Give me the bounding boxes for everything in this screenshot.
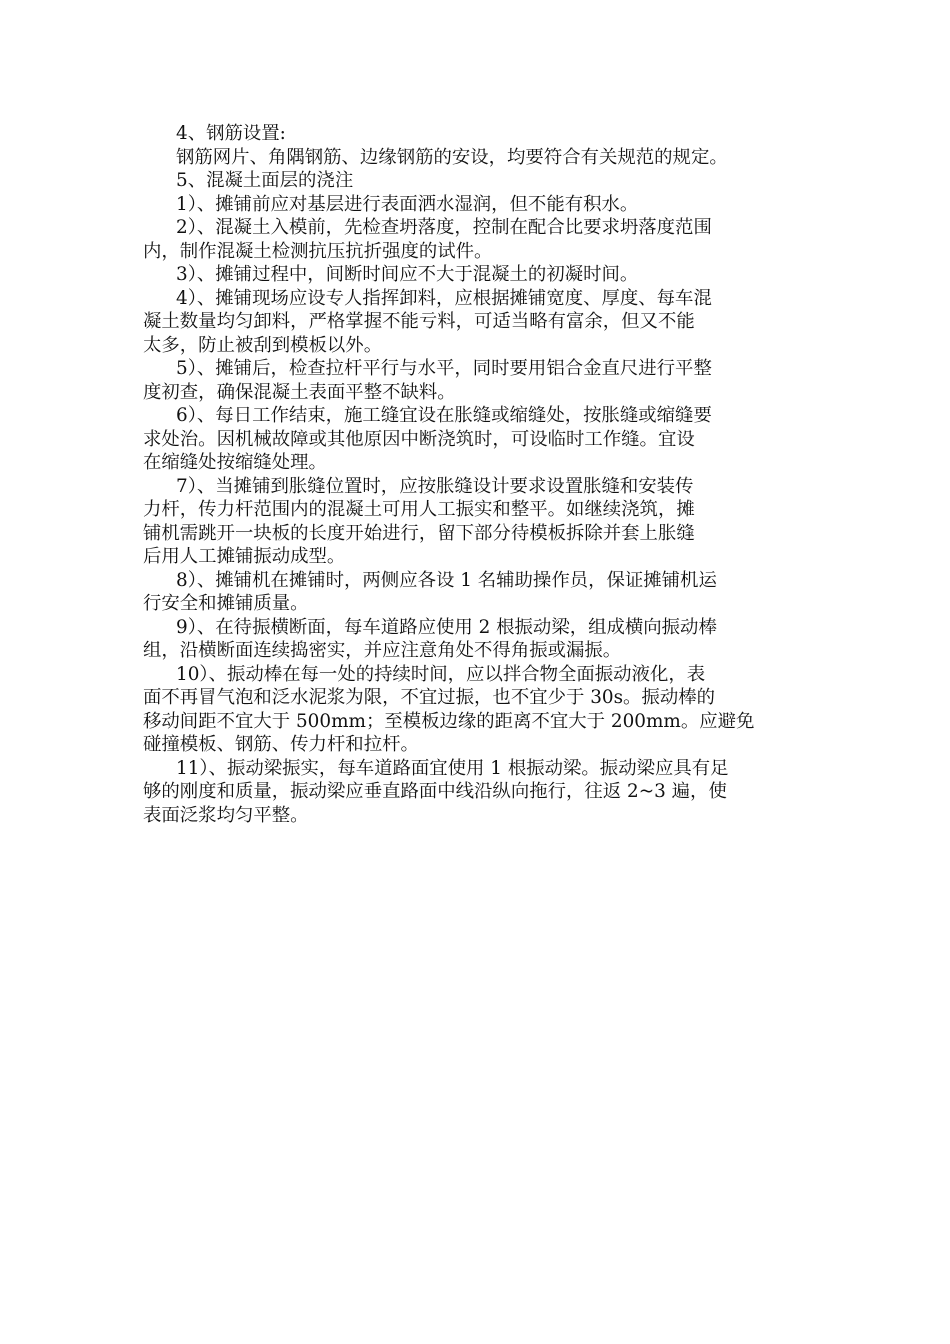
text-line-30: 表面泛浆均匀平整。 [143,804,309,826]
text-line-10: 太多，防止被刮到模板以外。 [143,334,383,356]
text-line-17: 力杆，传力杆范围内的混凝土可用人工振实和整平。如继续浇筑，摊 [143,499,695,520]
text-line-13: 6）、每日工作结束，施工缝宜设在胀缝或缩缝处，按胀缝或缩缝要 [176,405,712,426]
text-line-15: 在缩缝处按缩缝处理。 [143,452,327,473]
text-line-7: 3）、摊铺过程中，间断时间应不大于混凝土的初凝时间。 [176,264,639,285]
text-line-2: 钢筋网片、角隅钢筋、边缘钢筋的安设，均要符合有关规范的规定。 [176,146,728,168]
text-line-22: 9）、在待振横断面，每车道路应使用 2 根振动梁，组成横向振动棒 [176,616,717,638]
text-line-21: 行安全和摊铺质量。 [143,593,309,614]
text-line-8: 4）、摊铺现场应设专人指挥卸料，应根据摊铺宽度、厚度、每车混 [176,287,712,309]
text-line-25: 面不再冒气泡和泛水泥浆为限，不宜过振，也不宜少于 30s。振动棒的 [143,687,716,708]
text-line-11: 5）、摊铺后，检查拉杆平行与水平，同时要用铝合金直尺进行平整 [176,358,712,379]
text-line-14: 求处治。因机械故障或其他原因中断浇筑时，可设临时工作缝。宜设 [143,428,695,450]
text-line-23: 组，沿横断面连续捣密实，并应注意角处不得角振或漏振。 [143,640,622,661]
text-line-4: 1）、摊铺前应对基层进行表面洒水湿润，但不能有积水。 [176,193,639,215]
text-line-24: 10）、振动棒在每一处的持续时间，应以拌合物全面振动液化，表 [176,663,706,685]
text-line-20: 8）、摊铺机在摊铺时，两侧应各设 1 名辅助操作员，保证摊铺机运 [176,569,717,591]
text-line-5: 2）、混凝土入模前，先检查坍落度，控制在配合比要求坍落度范围 [176,217,712,238]
document-body [143,122,813,827]
text-line-9: 凝土数量均匀卸料，严格掌握不能亏料，可适当略有富余，但又不能 [143,311,695,332]
text-line-29: 够的刚度和质量，振动梁应垂直路面中线沿纵向拖行，往返 2~3 遍，使 [143,781,727,802]
text-line-3: 5、混凝土面层的浇注 [176,170,354,191]
text-line-12: 度初查，确保混凝土表面平整不缺料。 [143,381,456,403]
text-line-19: 后用人工摊铺振动成型。 [143,546,346,567]
text-line-16: 7）、当摊铺到胀缝位置时，应按胀缝设计要求设置胀缝和安装传 [176,475,694,497]
text-line-26: 移动间距不宜大于 500mm；至模板边缘的距离不宜大于 200mm。应避免 [143,710,755,732]
text-line-6: 内，制作混凝土检测抗压抗折强度的试件。 [143,240,493,262]
text-line-28: 11）、振动梁振实，每车道路面宜使用 1 根振动梁。振动梁应具有足 [176,757,729,779]
text-line-27: 碰撞模板、钢筋、传力杆和拉杆。 [143,734,419,755]
text-line-18: 铺机需跳开一块板的长度开始进行，留下部分待模板拆除并套上胀缝 [143,522,695,544]
text-line-1: 4、钢筋设置: [176,123,286,144]
